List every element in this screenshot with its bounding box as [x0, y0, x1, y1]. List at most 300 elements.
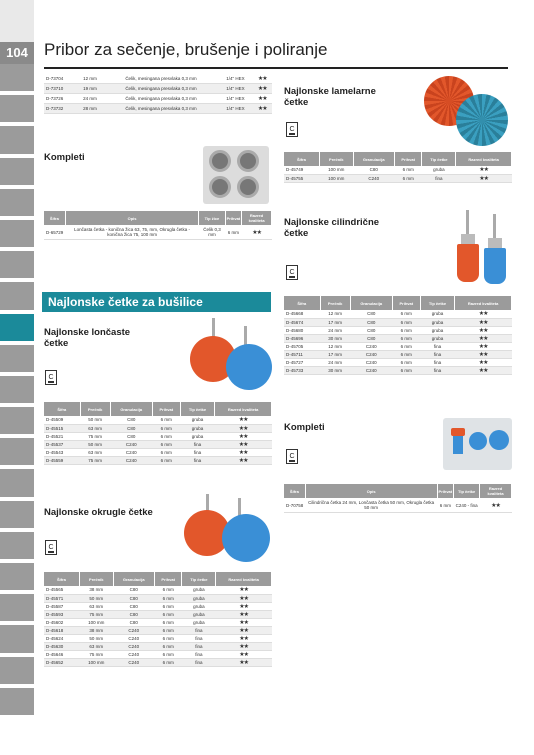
table-cell: C240 [353, 174, 394, 182]
okrugle-title: Najlonske okrugle četke [44, 507, 153, 518]
table-row [44, 74, 272, 84]
table-cell: D-45668 [284, 310, 320, 318]
table-row [284, 310, 512, 318]
table-cell: 6 mm [392, 342, 420, 350]
table-cell: ★★ [455, 342, 512, 350]
table-cell: gruba [182, 610, 216, 618]
table-row [284, 366, 512, 374]
table-cell: D-45711 [284, 350, 320, 358]
table-cell: fina [420, 366, 454, 374]
table-cell: ★★ [216, 618, 272, 626]
table-header-cell: Prihvat [225, 211, 242, 225]
table-header-cell: Prečnik [79, 572, 113, 586]
table-cell: Čelik, mesingana presvlaka 0,3 mm [104, 94, 219, 104]
table-cell: ★★ [215, 448, 272, 456]
table-row [44, 84, 272, 94]
table-cell: 100 mm [79, 658, 113, 666]
table-cell: 6 mm [392, 326, 420, 334]
table-cell: 24 mm [320, 358, 350, 366]
table-cell: C80 [350, 310, 392, 318]
table-row [44, 618, 272, 626]
table-cell: 6 mm [154, 634, 182, 642]
sidebar-tab[interactable] [0, 594, 34, 621]
table-header-cell: Prihvat [154, 572, 182, 586]
cup-brushes-image [186, 318, 272, 392]
table-cell: gruba [180, 432, 214, 440]
table-cell: 6 mm [154, 594, 182, 602]
table-cell: fina [182, 634, 216, 642]
table-cell: 12 mm [320, 310, 350, 318]
table-header-cell: Šifra [284, 296, 320, 310]
table-cell: 30 mm [320, 334, 350, 342]
table-cell: 6 mm [392, 318, 420, 326]
table-cell: ★★ [216, 586, 272, 594]
table-cell: ★★ [252, 104, 272, 114]
table-row [284, 174, 512, 182]
kompleti-table [44, 211, 272, 240]
table-cell: D-45543 [44, 448, 80, 456]
table-cell: 38 mm [79, 586, 113, 594]
table-header-cell: Granulacija [353, 152, 394, 166]
okrugle-table [44, 572, 272, 667]
table-cell: 6 mm [394, 174, 422, 182]
table-cell: C80 [113, 602, 154, 610]
table-cell: 6 mm [392, 310, 420, 318]
table-cell: fina [422, 174, 456, 182]
table-cell: 38 mm [79, 626, 113, 634]
table-row [44, 94, 272, 104]
ce-mark-icon-3: C [286, 122, 298, 137]
sidebar-tab[interactable] [0, 688, 34, 715]
table-cell: C80 [350, 326, 392, 334]
table-cell: fina [182, 642, 216, 650]
table-cell: C80 [113, 586, 154, 594]
table-row [44, 104, 272, 114]
table-cell: 50 mm [80, 416, 110, 424]
sidebar-tab[interactable] [0, 64, 34, 91]
table-cell: 6 mm [392, 350, 420, 358]
table-cell: ★★ [480, 498, 512, 513]
table-row [44, 602, 272, 610]
sidebar-tab[interactable] [0, 625, 34, 652]
table-cell: D-45733 [284, 366, 320, 374]
table-cell: 6 mm [154, 650, 182, 658]
table-cell: D-73710 [44, 84, 76, 94]
table-cell: 12 mm [76, 74, 103, 84]
table-cell: 100 mm [319, 166, 353, 174]
flap-brushes-image [420, 70, 512, 146]
table-header-cell: Šifra [44, 402, 80, 416]
table-cell: 6 mm [152, 440, 180, 448]
table-row [284, 498, 512, 513]
table-cell: D-73726 [44, 94, 76, 104]
table-header-cell: Tip četke [422, 152, 456, 166]
table-cell: D-45515 [44, 424, 80, 432]
table-cell: 6 mm [154, 586, 182, 594]
table-cell: ★★ [216, 610, 272, 618]
sidebar-top [0, 0, 34, 42]
table-cell: gruba [182, 586, 216, 594]
table-row [44, 456, 272, 464]
table-header-cell: Tip žice [199, 211, 225, 225]
table-cell: ★★ [455, 358, 512, 366]
table-cell: gruba [182, 602, 216, 610]
table-row [44, 634, 272, 642]
table-cell: D-45509 [44, 416, 80, 424]
table-header-cell: Granulacija [350, 296, 392, 310]
table-cell: C80 [113, 610, 154, 618]
table-cell: 6 mm [154, 602, 182, 610]
table-cell: 24 mm [320, 326, 350, 334]
table-cell: fina [180, 440, 214, 448]
table-row [44, 586, 272, 594]
sidebar-tab[interactable] [0, 95, 34, 122]
table-header-cell: Šifra [284, 484, 305, 498]
table-cell: 6 mm [152, 424, 180, 432]
table-cell: 6 mm [154, 642, 182, 650]
table-cell: ★★ [216, 642, 272, 650]
table-cell: ★★ [216, 658, 272, 666]
table-header-cell: Prihvat [394, 152, 422, 166]
table-cell: 1/4" HEX [218, 104, 252, 114]
sidebar-tab[interactable] [0, 407, 34, 434]
table-cell: 63 mm [79, 642, 113, 650]
table-cell: ★★ [215, 456, 272, 464]
table-row [44, 650, 272, 658]
table-cell: 63 mm [79, 602, 113, 610]
table-header-cell: Prihvat [152, 402, 180, 416]
table-row [44, 658, 272, 666]
table-cell: ★★ [216, 594, 272, 602]
table-cell: 28 mm [76, 104, 103, 114]
table-cell: fina [420, 342, 454, 350]
kompleti-title: Kompleti [44, 152, 85, 163]
table-row [284, 342, 512, 350]
table-cell: ★★ [252, 94, 272, 104]
table-row [44, 594, 272, 602]
table-cell: 63 mm [80, 424, 110, 432]
table-row [44, 225, 272, 240]
table-cell: gruba [180, 416, 214, 424]
table-cell: 6 mm [152, 448, 180, 456]
table-cell: fina [180, 448, 214, 456]
table-cell: D-45727 [284, 358, 320, 366]
table-cell: ★★ [455, 366, 512, 374]
table-cell: ★★ [455, 310, 512, 318]
ce-mark-icon: C [45, 370, 57, 385]
table-cell: 24 mm [76, 94, 103, 104]
table-header-cell: Razred kvaliteta [242, 211, 272, 225]
table-cell: D-45565 [44, 586, 79, 594]
sidebar-tab[interactable] [0, 438, 34, 465]
table-cell: 50 mm [79, 634, 113, 642]
table-header-cell: Tip četke [182, 572, 216, 586]
table-cell: D-45624 [44, 634, 79, 642]
table-cell: Lončasta četka - konična žica 63, 75, mm, Okrugla četka - konična žica 75, 100 mm [65, 225, 199, 240]
table-cell: 6 mm [225, 225, 242, 240]
kompleti2-set-image [443, 418, 512, 470]
table-cell: gruba [420, 334, 454, 342]
table-cell: D-45630 [44, 642, 79, 650]
table-cell: Čelik, mesingana presvlaka 0,3 mm [104, 84, 219, 94]
table-cell: D-45593 [44, 610, 79, 618]
table-row [44, 448, 272, 456]
table-cell: 30 mm [320, 366, 350, 374]
table-cell: C80 [110, 416, 152, 424]
table-cell: D-73732 [44, 104, 76, 114]
ce-mark-icon-4: C [286, 265, 298, 280]
table-cell: gruba [420, 310, 454, 318]
table-cell: gruba [420, 318, 454, 326]
table-cell: 19 mm [76, 84, 103, 94]
table-cell: ★★ [456, 174, 512, 182]
table-cell: C240 [110, 456, 152, 464]
sidebar-tab[interactable] [0, 345, 34, 372]
table-cell: D-45559 [44, 456, 80, 464]
table-cell: 75 mm [80, 432, 110, 440]
table-row [284, 318, 512, 326]
table-header-cell: Tip četke [180, 402, 214, 416]
sidebar-tab[interactable] [0, 657, 34, 684]
table-cell: 6 mm [394, 166, 422, 174]
cilindricne-title: Najlonske cilindrične četke [284, 217, 380, 239]
table-cell: C240 [350, 366, 392, 374]
table-header-cell: Granulacija [110, 402, 152, 416]
table-cell: D-45680 [284, 326, 320, 334]
table-header-cell: Razred kvaliteta [455, 296, 512, 310]
page-title: Pribor za sečenje, brušenje i poliranje [44, 40, 328, 59]
lamelarne-title: Najlonske lamelarne četke [284, 86, 376, 108]
table-cell: gruba [182, 618, 216, 626]
table-cell: fina [180, 456, 214, 464]
table-cell: 50 mm [79, 594, 113, 602]
table-cell: 75 mm [80, 456, 110, 464]
table-cell: fina [420, 358, 454, 366]
sidebar-tab[interactable] [0, 251, 34, 278]
sidebar-tab[interactable] [0, 563, 34, 590]
table-cell: D-73704 [44, 74, 76, 84]
sidebar-tab[interactable] [0, 158, 34, 185]
kompleti2-title: Kompleti [284, 422, 325, 433]
table-row [44, 432, 272, 440]
table-cell: C240 [350, 350, 392, 358]
table-cell: C80 [113, 594, 154, 602]
table-header-cell: Razred kvaliteta [215, 402, 272, 416]
sidebar-tab[interactable] [0, 220, 34, 247]
table-cell: ★★ [216, 602, 272, 610]
table-header-cell: Opis [305, 484, 437, 498]
table-cell: gruba [420, 326, 454, 334]
table-header-cell: Prečnik [320, 296, 350, 310]
page-number: 104 [0, 42, 34, 64]
table-cell: ★★ [215, 416, 272, 424]
table-cell: 100 mm [79, 618, 113, 626]
table-header-cell: Tip četke [454, 484, 480, 498]
table-cell: D-45571 [44, 594, 79, 602]
table-cell: C240 [113, 634, 154, 642]
table-header-cell: Šifra [44, 572, 79, 586]
table-cell: C240 [113, 650, 154, 658]
table-cell: 63 mm [80, 448, 110, 456]
table-cell: D-45674 [284, 318, 320, 326]
table-cell: fina [182, 626, 216, 634]
table-row [284, 326, 512, 334]
top-table [44, 74, 272, 114]
table-cell: 6 mm [154, 626, 182, 634]
table-cell: 1/4" HEX [218, 74, 252, 84]
table-row [44, 416, 272, 424]
sidebar-tab[interactable] [0, 282, 34, 309]
table-row [44, 642, 272, 650]
table-cell: gruba [182, 594, 216, 602]
table-cell: C80 [350, 334, 392, 342]
table-cell: gruba [422, 166, 456, 174]
table-cell: ★★ [216, 650, 272, 658]
table-header-cell: Šifra [44, 211, 65, 225]
sidebar-tab[interactable] [0, 532, 34, 559]
table-cell: D-45602 [44, 618, 79, 626]
table-header-cell: Razred kvaliteta [456, 152, 512, 166]
table-cell: D-65729 [44, 225, 65, 240]
table-cell: 50 mm [80, 440, 110, 448]
table-cell: 6 mm [392, 334, 420, 342]
sidebar-tab[interactable] [0, 501, 34, 528]
table-cell: C80 [113, 618, 154, 626]
sidebar-tab[interactable] [0, 469, 34, 496]
table-row [44, 610, 272, 618]
table-cell: ★★ [455, 326, 512, 334]
sidebar-tab[interactable] [0, 314, 34, 341]
table-cell: 6 mm [154, 658, 182, 666]
table-header-cell: Prečnik [80, 402, 110, 416]
table-cell: D-45646 [44, 650, 79, 658]
table-row [284, 334, 512, 342]
table-header-cell: Razred kvaliteta [216, 572, 272, 586]
table-cell: D-45521 [44, 432, 80, 440]
table-header-cell: Prihvat [392, 296, 420, 310]
table-header-cell: Tip četke [420, 296, 454, 310]
loncaste-title: Najlonske lončaste četke [44, 327, 131, 349]
table-cell: C240 - fina [454, 498, 480, 513]
table-cell: D-45755 [284, 174, 319, 182]
table-cell: C240 [110, 448, 152, 456]
sidebar-tab[interactable] [0, 189, 34, 216]
table-cell: ★★ [455, 350, 512, 358]
table-cell: 6 mm [152, 456, 180, 464]
round-brushes-image [182, 494, 272, 564]
table-cell: ★★ [455, 334, 512, 342]
table-cell: D-70758 [284, 498, 305, 513]
table-cell: C240 [350, 358, 392, 366]
table-cell: 6 mm [154, 618, 182, 626]
table-cell: 75 mm [79, 650, 113, 658]
table-cell: C240 [110, 440, 152, 448]
table-row [44, 440, 272, 448]
sidebar-tabs [0, 64, 34, 719]
table-cell: D-45749 [284, 166, 319, 174]
table-cell: C240 [350, 342, 392, 350]
table-cell: C240 [113, 658, 154, 666]
table-cell: ★★ [242, 225, 272, 240]
table-cell: 6 mm [392, 366, 420, 374]
table-cell: Čelik, mesingana presvlaka 0,3 mm [104, 74, 219, 84]
title-rule [44, 67, 508, 69]
sidebar-tab[interactable] [0, 376, 34, 403]
table-cell: C80 [110, 432, 152, 440]
table-cell: 17 mm [320, 318, 350, 326]
table-cell: 75 mm [79, 610, 113, 618]
table-cell: D-45705 [284, 342, 320, 350]
table-cell: 12 mm [320, 342, 350, 350]
table-row [44, 626, 272, 634]
table-cell: fina [182, 650, 216, 658]
table-cell: D-45652 [44, 658, 79, 666]
sidebar-tab[interactable] [0, 126, 34, 153]
ce-mark-icon-5: C [286, 449, 298, 464]
table-cell: C80 [353, 166, 394, 174]
table-row [284, 350, 512, 358]
section-banner: Najlonske četke za bušilice [42, 292, 271, 312]
table-cell: fina [420, 350, 454, 358]
table-header-cell: Granulacija [113, 572, 154, 586]
table-cell: 1/4" HEX [218, 84, 252, 94]
end-brushes-image [455, 210, 512, 284]
table-cell: Cilindrična četka 24 mm, Lončasta četka 50 mm, Okrugla četka 50 mm [305, 498, 437, 513]
table-cell: 17 mm [320, 350, 350, 358]
table-cell: D-45618 [44, 626, 79, 634]
table-cell: D-45587 [44, 602, 79, 610]
table-row [44, 424, 272, 432]
table-cell: ★★ [215, 432, 272, 440]
table-cell: ★★ [455, 318, 512, 326]
loncaste-table [44, 402, 272, 465]
table-cell: gruba [180, 424, 214, 432]
table-row [284, 358, 512, 366]
table-cell: 1/4" HEX [218, 94, 252, 104]
table-cell: C240 [113, 626, 154, 634]
table-cell: ★★ [216, 634, 272, 642]
lamelarne-table [284, 152, 512, 183]
table-header-cell: Prečnik [319, 152, 353, 166]
table-cell: D-45537 [44, 440, 80, 448]
table-cell: 100 mm [319, 174, 353, 182]
table-cell: ★★ [456, 166, 512, 174]
table-cell: D-45696 [284, 334, 320, 342]
table-cell: Čelik 0,3 mm [199, 225, 225, 240]
table-cell: ★★ [252, 74, 272, 84]
ce-mark-icon-2: C [45, 540, 57, 555]
table-cell: 6 mm [154, 610, 182, 618]
kompleti2-table [284, 484, 512, 513]
table-header-cell: Opis [65, 211, 199, 225]
table-cell: ★★ [215, 424, 272, 432]
cilindricne-table [284, 296, 512, 375]
table-cell: fina [182, 658, 216, 666]
table-cell: ★★ [252, 84, 272, 94]
table-cell: C240 [113, 642, 154, 650]
table-cell: C80 [110, 424, 152, 432]
table-cell: 6 mm [437, 498, 454, 513]
table-cell: C80 [350, 318, 392, 326]
table-cell: 6 mm [152, 432, 180, 440]
table-header-cell: Šifra [284, 152, 319, 166]
table-cell: 6 mm [392, 358, 420, 366]
table-header-cell: Razred kvaliteta [480, 484, 512, 498]
table-row [284, 166, 512, 174]
table-cell: ★★ [216, 626, 272, 634]
table-cell: ★★ [215, 440, 272, 448]
kompleti-set-image [203, 146, 269, 204]
